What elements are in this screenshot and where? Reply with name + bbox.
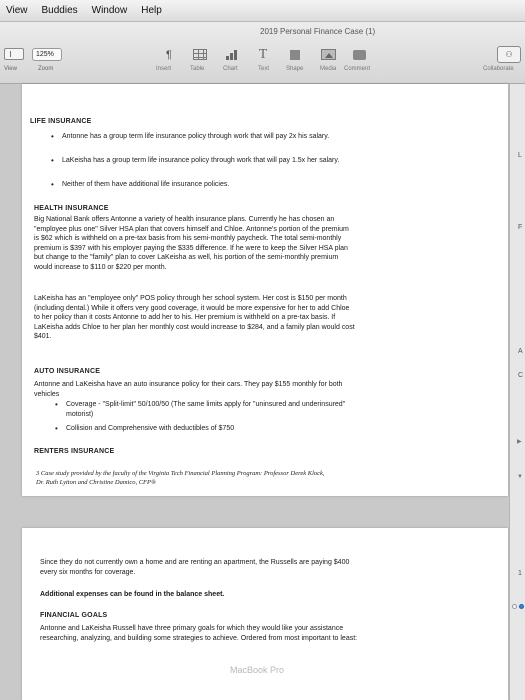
table-button[interactable] bbox=[189, 47, 211, 62]
window-toolbar bbox=[0, 22, 525, 84]
menu-buddies[interactable]: Buddies bbox=[41, 5, 78, 16]
inspector-letter-2: F bbox=[518, 224, 523, 231]
table-label: Table bbox=[190, 66, 205, 72]
menu-help[interactable]: Help bbox=[141, 5, 162, 16]
life-bullet-3: • Neither of them have additional life insurance policies. bbox=[62, 180, 229, 190]
shape-button[interactable] bbox=[284, 47, 306, 62]
inspector-letter-5: 1 bbox=[518, 570, 522, 577]
radio-icon[interactable] bbox=[512, 604, 517, 609]
insert-label: Insert bbox=[156, 66, 172, 72]
menu-view[interactable]: View bbox=[6, 5, 28, 16]
insert-button[interactable] bbox=[158, 47, 180, 62]
comment-label: Comment bbox=[344, 66, 371, 72]
health-insurance-heading: HEALTH INSURANCE bbox=[34, 205, 109, 212]
financial-goals-heading: FINANCIAL GOALS bbox=[40, 612, 108, 619]
inspector-arrow-down-icon[interactable]: ▼ bbox=[517, 474, 523, 480]
auto-bullet-2: • Collision and Comprehensive with deductibles of $750 bbox=[66, 424, 234, 434]
financial-goals-paragraph: Antonne and LaKeisha Russell have three primary goals for which they would like your assistance researching, analyzing, and building some strategies to achieve. Ordered from most important to least: bbox=[40, 625, 358, 642]
inspector-letter-1: L bbox=[518, 152, 522, 159]
life-insurance-heading: LIFE INSURANCE bbox=[30, 118, 92, 125]
footnote: 3 Case study provided by the faculty of the Virginia Tech Financial Planning Program: Professor Derek Klock, Dr. Ruth Lytton and Christine Damico, CFP® bbox=[36, 470, 325, 486]
window-title: 2019 Personal Finance Case (1) bbox=[260, 27, 376, 36]
life-bullet-2: • LaKeisha has a group term life insurance policy through work that will pay 1.5x her salary. bbox=[62, 156, 339, 166]
device-watermark: MacBook Pro bbox=[230, 665, 285, 675]
auto-insurance-heading: AUTO INSURANCE bbox=[34, 368, 101, 375]
collaborate-button[interactable] bbox=[497, 46, 521, 63]
collaborate-label: Collaborate bbox=[483, 66, 514, 72]
view-label: View bbox=[4, 66, 17, 72]
inspector-letter-3: C bbox=[518, 372, 524, 379]
zoom-label: Zoom bbox=[38, 66, 54, 72]
shape-icon bbox=[290, 50, 300, 60]
radio-selected-icon[interactable] bbox=[519, 604, 524, 609]
inspector-letter-4: A bbox=[518, 348, 523, 355]
renters-paragraph: Since they do not currently own a home and are renting an apartment, the Russells are paying $400 every six months for coverage. bbox=[40, 559, 350, 576]
text-icon: T bbox=[258, 46, 268, 62]
additional-expenses-note: Additional expenses can be found in the balance sheet. bbox=[40, 591, 225, 598]
inspector-arrow-right-icon[interactable]: ▶ bbox=[517, 439, 522, 445]
chart-button[interactable] bbox=[221, 47, 243, 62]
media-label: Media bbox=[320, 66, 337, 72]
menu-window[interactable]: Window bbox=[91, 5, 128, 16]
text-button[interactable] bbox=[252, 47, 274, 62]
inspector-radio-group[interactable] bbox=[512, 604, 524, 609]
format-inspector-strip bbox=[509, 84, 525, 700]
shape-label: Shape bbox=[286, 66, 304, 72]
media-icon bbox=[321, 49, 336, 60]
collaborate-people-icon: ⚇ bbox=[505, 50, 513, 59]
zoom-select[interactable]: 125% bbox=[32, 48, 62, 61]
comment-icon bbox=[353, 50, 366, 60]
text-label: Text bbox=[258, 66, 270, 72]
document-page-1 bbox=[22, 84, 508, 496]
chart-label: Chart bbox=[223, 66, 238, 72]
media-button[interactable] bbox=[317, 47, 339, 62]
chart-icon bbox=[225, 49, 239, 60]
menu-bar bbox=[0, 0, 525, 22]
renters-insurance-heading: RENTERS INSURANCE bbox=[34, 448, 115, 455]
health-paragraph-1: Big National Bank offers Antonne a variety of health insurance plans. Currently he has chosen an "employee plus one" Silver HSA plan that covers himself and Chloe. Antonne's portion of the premium is $62 which is withheld on a pre-tax basis from his semi-monthly paycheck. The total semi-monthly premium is $397 with his employer paying the $335 difference. If he were to keep the Silver HSA plan but change to the "family" plan to cover LaKeisha as well, his portion of the semi-monthly premium would increase to $110 or $220 per month. bbox=[34, 216, 349, 271]
life-bullet-1: • Antonne has a group term life insurance policy through work that will pay 2x his salary. bbox=[62, 132, 329, 142]
auto-paragraph-1: Antonne and LaKeisha have an auto insurance policy for their cars. They pay $155 monthly for both vehicles bbox=[34, 381, 343, 398]
pilcrow-icon: ¶ bbox=[166, 48, 172, 61]
auto-bullet-1: • Coverage - "Split-limit" 50/100/50 (The same limits apply for "uninsured and underinsured" motorist) bbox=[66, 400, 345, 419]
health-paragraph-2: LaKeisha has an "employee only" POS policy through her school system. Her cost is $150 per month (including dental.) While it offers very good coverage, it would be more expensive for her to add Chloe to her policy than it costs Antonne to add her to his. Her premium is withheld on a pre-tax basis. If LaKeisha adds Chloe to her plan her monthly cost would increase to $284, and a family plan would cost $401. bbox=[34, 295, 355, 341]
sidebar-toggle-icon[interactable] bbox=[4, 48, 24, 60]
comment-button[interactable] bbox=[348, 47, 370, 62]
table-icon bbox=[193, 49, 207, 60]
